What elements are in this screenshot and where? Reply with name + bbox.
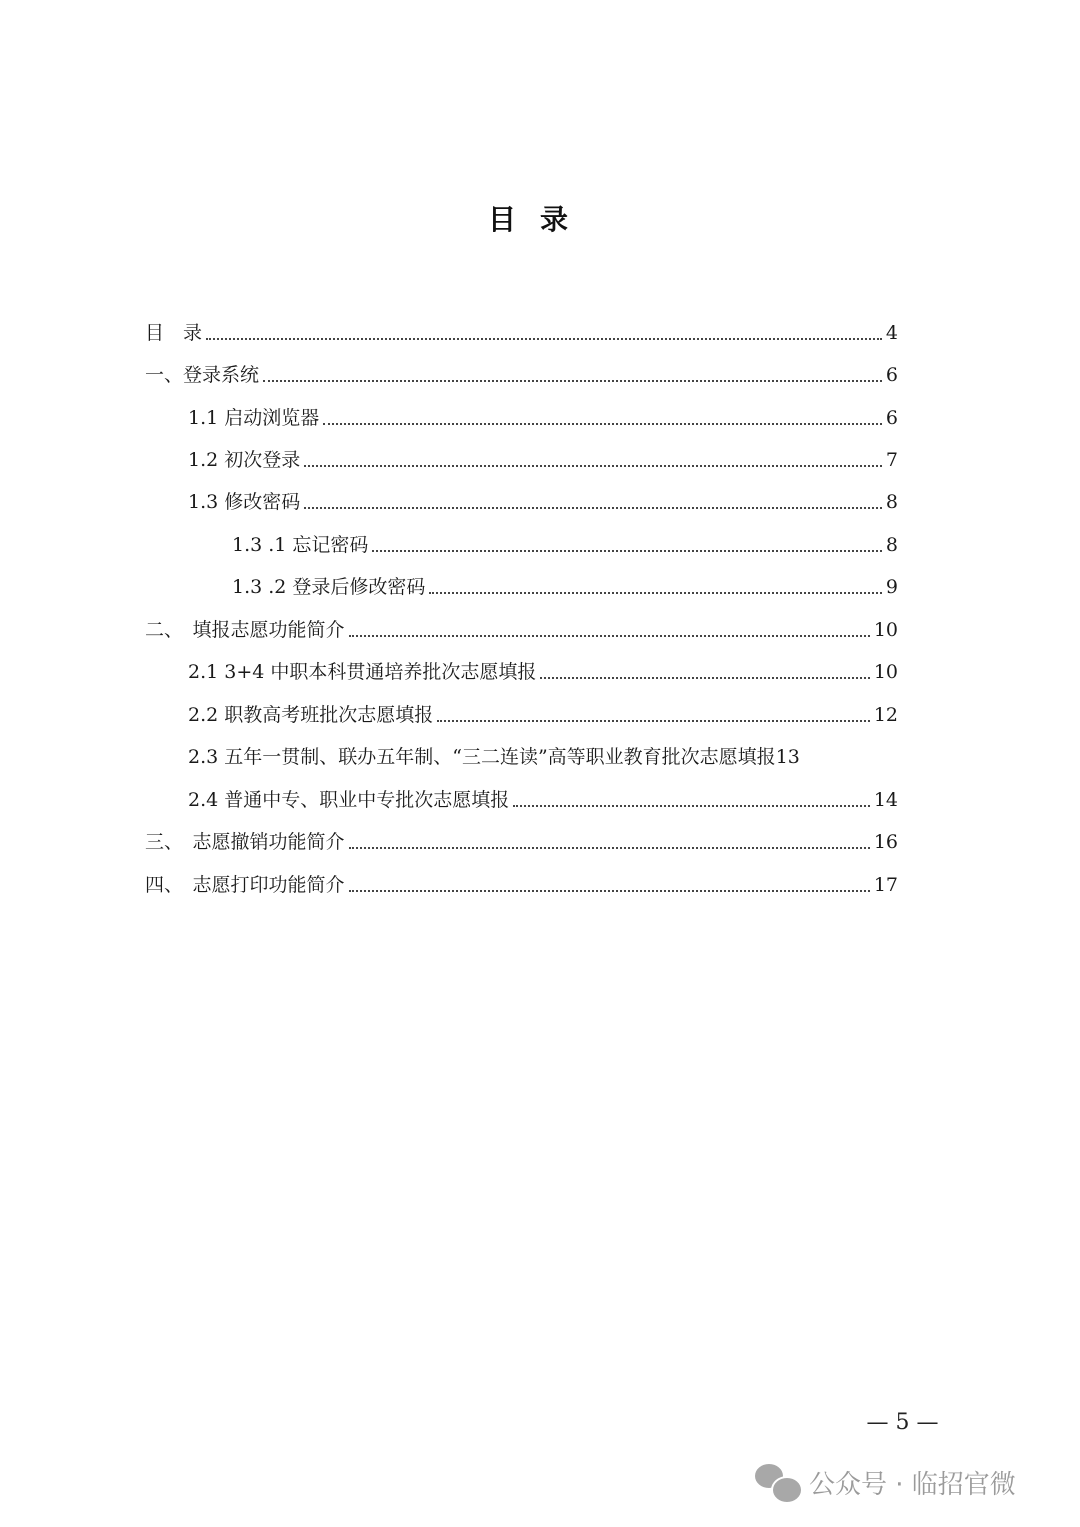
- toc-page: 7: [885, 449, 898, 471]
- toc-label: 1.3 修改密码: [188, 491, 301, 513]
- toc-label: 2.1 3+4 中职本科贯通培养批次志愿填报: [188, 661, 537, 683]
- toc-label: 一、登录系统: [145, 364, 260, 386]
- toc-entry: [145, 432, 898, 472]
- toc-leader: [429, 592, 881, 594]
- toc-label: 二、 填报志愿功能简介: [145, 619, 345, 641]
- toc-entry: [145, 390, 898, 430]
- toc-page: 4: [885, 322, 898, 344]
- toc-entry: [145, 857, 898, 897]
- toc-entry: [145, 305, 898, 345]
- toc-label: 1.2 初次登录: [188, 449, 301, 471]
- toc-leader: [263, 380, 882, 382]
- toc-entry: [145, 347, 898, 387]
- toc-entry: [145, 729, 898, 769]
- toc-leader: [304, 507, 882, 509]
- toc-page: 13: [775, 746, 800, 768]
- toc-entry: [145, 814, 898, 854]
- toc-entry: [145, 474, 898, 514]
- page-number: — 5 —: [866, 1410, 939, 1435]
- toc-page: 9: [885, 576, 898, 598]
- toc-label: 1.3 .1 忘记密码: [232, 534, 369, 556]
- toc-entry: [145, 602, 898, 642]
- toc-page: 6: [885, 407, 898, 429]
- toc-leader: [372, 550, 881, 552]
- toc-page: 8: [885, 534, 898, 556]
- toc-label: 三、 志愿撤销功能简介: [145, 831, 345, 853]
- toc-page: 6: [885, 364, 898, 386]
- toc-leader: [349, 635, 870, 637]
- toc-page: 14: [873, 789, 898, 811]
- toc-entry: [145, 772, 898, 812]
- toc-label: 2.2 职教高考班批次志愿填报: [188, 704, 434, 726]
- toc-label: 2.3 五年一贯制、联办五年制、“三二连读”高等职业教育批次志愿填报: [188, 746, 776, 768]
- toc-leader: [540, 677, 869, 679]
- toc-label: 四、 志愿打印功能简介: [145, 874, 345, 896]
- toc-label: 2.4 普通中专、职业中专批次志愿填报: [188, 789, 510, 811]
- toc-leader: [349, 890, 870, 892]
- toc-page: 8: [885, 491, 898, 513]
- toc-page: 16: [873, 831, 898, 853]
- wechat-icon: [755, 1462, 801, 1502]
- page-title: 目录: [487, 203, 592, 236]
- toc-label: 目 录: [145, 322, 203, 344]
- toc-page: 17: [873, 874, 898, 896]
- toc-leader: [304, 465, 882, 467]
- toc-label: 1.3 .2 登录后修改密码: [232, 576, 426, 598]
- toc-leader: [323, 423, 882, 425]
- toc-page: 12: [873, 704, 898, 726]
- watermark: [755, 1462, 1016, 1502]
- toc-leader: [206, 338, 882, 340]
- toc-page: 10: [873, 619, 898, 641]
- toc-leader: [513, 805, 870, 807]
- toc-entry: [145, 687, 898, 727]
- toc-page: 10: [873, 661, 898, 683]
- watermark-text: 公众号 · 临招官微: [809, 1469, 1016, 1500]
- toc-entry: [145, 517, 898, 557]
- toc-leader: [437, 720, 870, 722]
- toc-entry: [145, 559, 898, 599]
- toc-entry: [145, 644, 898, 684]
- toc-label: 1.1 启动浏览器: [188, 407, 320, 429]
- toc-leader: [349, 847, 870, 849]
